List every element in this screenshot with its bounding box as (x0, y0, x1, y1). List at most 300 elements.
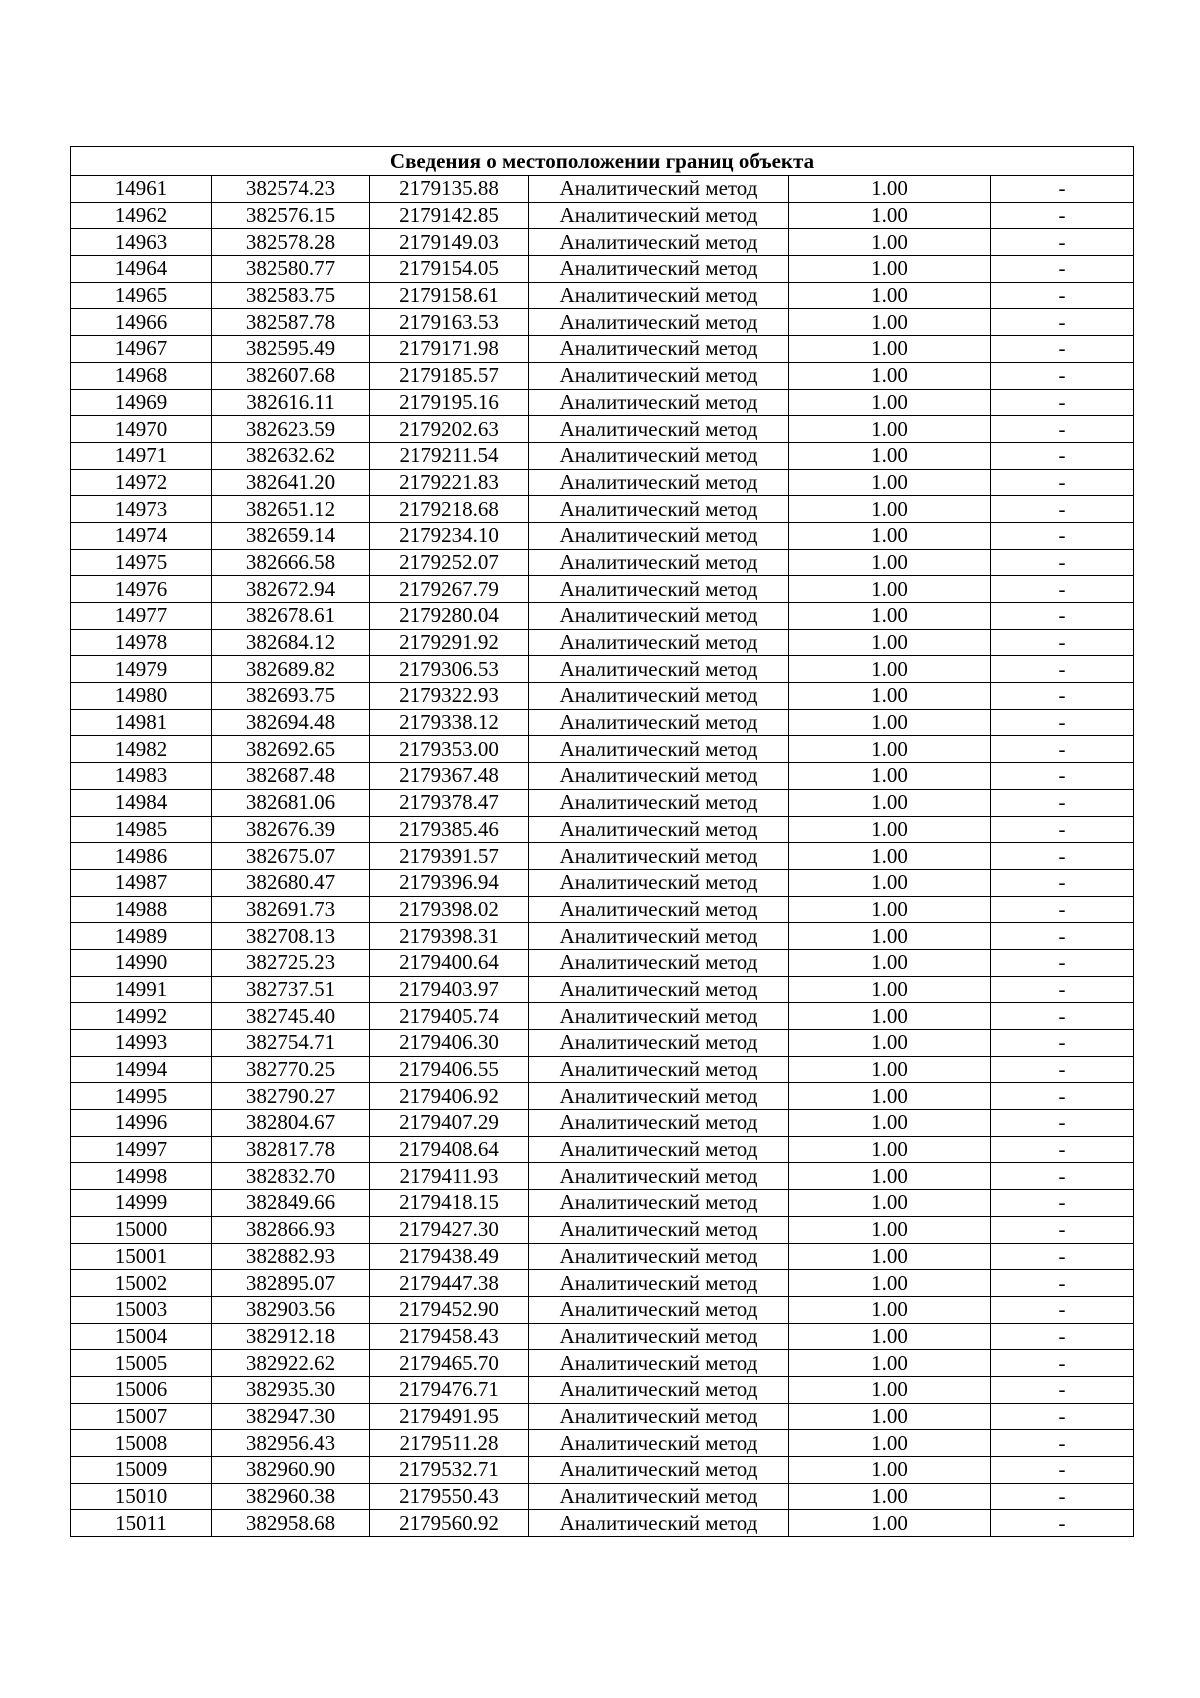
method-cell: Аналитический метод (529, 1056, 789, 1083)
x-coordinate-cell: 382903.56 (212, 1296, 370, 1323)
point-number-cell: 14973 (71, 496, 212, 523)
x-coordinate-cell: 382680.47 (212, 869, 370, 896)
x-coordinate-cell: 382672.94 (212, 576, 370, 603)
description-cell: - (991, 736, 1134, 763)
accuracy-cell: 1.00 (789, 656, 991, 683)
accuracy-cell: 1.00 (789, 176, 991, 203)
accuracy-cell: 1.00 (789, 416, 991, 443)
y-coordinate-cell: 2179185.57 (370, 362, 529, 389)
description-cell: - (991, 816, 1134, 843)
point-number-cell: 14985 (71, 816, 212, 843)
table-row (71, 1136, 1134, 1163)
x-coordinate-cell: 382676.39 (212, 816, 370, 843)
table-row (71, 1483, 1134, 1510)
table-row (71, 1163, 1134, 1190)
accuracy-cell: 1.00 (789, 1216, 991, 1243)
table-row (71, 816, 1134, 843)
y-coordinate-cell: 2179438.49 (370, 1243, 529, 1270)
method-cell: Аналитический метод (529, 869, 789, 896)
description-cell: - (991, 362, 1134, 389)
accuracy-cell: 1.00 (789, 896, 991, 923)
y-coordinate-cell: 2179322.93 (370, 683, 529, 710)
point-number-cell: 15009 (71, 1457, 212, 1484)
point-number-cell: 14997 (71, 1136, 212, 1163)
table-row (71, 1296, 1134, 1323)
table-row (71, 1243, 1134, 1270)
accuracy-cell: 1.00 (789, 869, 991, 896)
description-cell: - (991, 1110, 1134, 1137)
table-row (71, 202, 1134, 229)
x-coordinate-cell: 382817.78 (212, 1136, 370, 1163)
y-coordinate-cell: 2179452.90 (370, 1296, 529, 1323)
table-row (71, 1510, 1134, 1537)
y-coordinate-cell: 2179465.70 (370, 1350, 529, 1377)
table-row (71, 1457, 1134, 1484)
description-cell: - (991, 202, 1134, 229)
point-number-cell: 15005 (71, 1350, 212, 1377)
x-coordinate-cell: 382651.12 (212, 496, 370, 523)
y-coordinate-cell: 2179385.46 (370, 816, 529, 843)
point-number-cell: 14988 (71, 896, 212, 923)
description-cell: - (991, 1430, 1134, 1457)
accuracy-cell: 1.00 (789, 442, 991, 469)
accuracy-cell: 1.00 (789, 1056, 991, 1083)
method-cell: Аналитический метод (529, 763, 789, 790)
description-cell: - (991, 1376, 1134, 1403)
description-cell: - (991, 869, 1134, 896)
point-number-cell: 14982 (71, 736, 212, 763)
method-cell: Аналитический метод (529, 522, 789, 549)
accuracy-cell: 1.00 (789, 1350, 991, 1377)
description-cell: - (991, 1163, 1134, 1190)
point-number-cell: 14967 (71, 336, 212, 363)
table-row (71, 736, 1134, 763)
method-cell: Аналитический метод (529, 1510, 789, 1537)
x-coordinate-cell: 382678.61 (212, 603, 370, 630)
description-cell: - (991, 923, 1134, 950)
point-number-cell: 15011 (71, 1510, 212, 1537)
description-cell: - (991, 1457, 1134, 1484)
x-coordinate-cell: 382692.65 (212, 736, 370, 763)
point-number-cell: 14974 (71, 522, 212, 549)
table-row (71, 763, 1134, 790)
method-cell: Аналитический метод (529, 1403, 789, 1430)
point-number-cell: 15000 (71, 1216, 212, 1243)
description-cell: - (991, 1056, 1134, 1083)
method-cell: Аналитический метод (529, 1296, 789, 1323)
x-coordinate-cell: 382745.40 (212, 1003, 370, 1030)
x-coordinate-cell: 382960.90 (212, 1457, 370, 1484)
point-number-cell: 14966 (71, 309, 212, 336)
table-row (71, 176, 1134, 203)
accuracy-cell: 1.00 (789, 389, 991, 416)
accuracy-cell: 1.00 (789, 469, 991, 496)
table-row (71, 442, 1134, 469)
table-row (71, 1003, 1134, 1030)
table-row (71, 256, 1134, 283)
point-number-cell: 14979 (71, 656, 212, 683)
table-row (71, 389, 1134, 416)
table-row (71, 709, 1134, 736)
description-cell: - (991, 1350, 1134, 1377)
x-coordinate-cell: 382580.77 (212, 256, 370, 283)
description-cell: - (991, 1003, 1134, 1030)
x-coordinate-cell: 382754.71 (212, 1030, 370, 1057)
point-number-cell: 14993 (71, 1030, 212, 1057)
point-number-cell: 14990 (71, 949, 212, 976)
accuracy-cell: 1.00 (789, 1243, 991, 1270)
description-cell: - (991, 1510, 1134, 1537)
description-cell: - (991, 576, 1134, 603)
y-coordinate-cell: 2179391.57 (370, 843, 529, 870)
accuracy-cell: 1.00 (789, 709, 991, 736)
y-coordinate-cell: 2179353.00 (370, 736, 529, 763)
description-cell: - (991, 522, 1134, 549)
description-cell: - (991, 683, 1134, 710)
description-cell: - (991, 656, 1134, 683)
method-cell: Аналитический метод (529, 442, 789, 469)
x-coordinate-cell: 382623.59 (212, 416, 370, 443)
x-coordinate-cell: 382632.62 (212, 442, 370, 469)
point-number-cell: 14994 (71, 1056, 212, 1083)
table-row (71, 1216, 1134, 1243)
method-cell: Аналитический метод (529, 549, 789, 576)
x-coordinate-cell: 382666.58 (212, 549, 370, 576)
method-cell: Аналитический метод (529, 1243, 789, 1270)
accuracy-cell: 1.00 (789, 1003, 991, 1030)
accuracy-cell: 1.00 (789, 202, 991, 229)
accuracy-cell: 1.00 (789, 576, 991, 603)
method-cell: Аналитический метод (529, 1270, 789, 1297)
point-number-cell: 14969 (71, 389, 212, 416)
description-cell: - (991, 629, 1134, 656)
accuracy-cell: 1.00 (789, 282, 991, 309)
table-title-row (71, 147, 1134, 176)
y-coordinate-cell: 2179550.43 (370, 1483, 529, 1510)
table-row (71, 522, 1134, 549)
accuracy-cell: 1.00 (789, 1190, 991, 1217)
table-row (71, 1403, 1134, 1430)
point-number-cell: 14961 (71, 176, 212, 203)
y-coordinate-cell: 2179405.74 (370, 1003, 529, 1030)
x-coordinate-cell: 382675.07 (212, 843, 370, 870)
point-number-cell: 14983 (71, 763, 212, 790)
y-coordinate-cell: 2179149.03 (370, 229, 529, 256)
x-coordinate-cell: 382681.06 (212, 789, 370, 816)
y-coordinate-cell: 2179407.29 (370, 1110, 529, 1137)
y-coordinate-cell: 2179427.30 (370, 1216, 529, 1243)
point-number-cell: 14963 (71, 229, 212, 256)
accuracy-cell: 1.00 (789, 229, 991, 256)
x-coordinate-cell: 382595.49 (212, 336, 370, 363)
point-number-cell: 14992 (71, 1003, 212, 1030)
table-row (71, 656, 1134, 683)
x-coordinate-cell: 382689.82 (212, 656, 370, 683)
table-row (71, 789, 1134, 816)
table-title: Сведения о местоположении границ объекта (71, 147, 1134, 176)
description-cell: - (991, 843, 1134, 870)
y-coordinate-cell: 2179202.63 (370, 416, 529, 443)
point-number-cell: 14971 (71, 442, 212, 469)
method-cell: Аналитический метод (529, 1216, 789, 1243)
point-number-cell: 14984 (71, 789, 212, 816)
y-coordinate-cell: 2179280.04 (370, 603, 529, 630)
y-coordinate-cell: 2179171.98 (370, 336, 529, 363)
method-cell: Аналитический метод (529, 1190, 789, 1217)
table-row (71, 1323, 1134, 1350)
description-cell: - (991, 256, 1134, 283)
accuracy-cell: 1.00 (789, 1110, 991, 1137)
description-cell: - (991, 1403, 1134, 1430)
table-row (71, 549, 1134, 576)
boundary-table (70, 146, 1134, 1537)
method-cell: Аналитический метод (529, 469, 789, 496)
table-row (71, 629, 1134, 656)
table-row (71, 1350, 1134, 1377)
accuracy-cell: 1.00 (789, 1323, 991, 1350)
x-coordinate-cell: 382935.30 (212, 1376, 370, 1403)
description-cell: - (991, 282, 1134, 309)
method-cell: Аналитический метод (529, 1376, 789, 1403)
y-coordinate-cell: 2179158.61 (370, 282, 529, 309)
y-coordinate-cell: 2179378.47 (370, 789, 529, 816)
accuracy-cell: 1.00 (789, 1483, 991, 1510)
method-cell: Аналитический метод (529, 1136, 789, 1163)
x-coordinate-cell: 382882.93 (212, 1243, 370, 1270)
x-coordinate-cell: 382960.38 (212, 1483, 370, 1510)
description-cell: - (991, 1270, 1134, 1297)
table-row (71, 949, 1134, 976)
x-coordinate-cell: 382576.15 (212, 202, 370, 229)
point-number-cell: 14975 (71, 549, 212, 576)
point-number-cell: 15002 (71, 1270, 212, 1297)
table-row (71, 469, 1134, 496)
table-row (71, 496, 1134, 523)
point-number-cell: 15007 (71, 1403, 212, 1430)
accuracy-cell: 1.00 (789, 1403, 991, 1430)
method-cell: Аналитический метод (529, 603, 789, 630)
x-coordinate-cell: 382684.12 (212, 629, 370, 656)
description-cell: - (991, 1243, 1134, 1270)
accuracy-cell: 1.00 (789, 1030, 991, 1057)
x-coordinate-cell: 382694.48 (212, 709, 370, 736)
method-cell: Аналитический метод (529, 949, 789, 976)
description-cell: - (991, 949, 1134, 976)
point-number-cell: 14981 (71, 709, 212, 736)
x-coordinate-cell: 382641.20 (212, 469, 370, 496)
method-cell: Аналитический метод (529, 1030, 789, 1057)
x-coordinate-cell: 382578.28 (212, 229, 370, 256)
y-coordinate-cell: 2179291.92 (370, 629, 529, 656)
method-cell: Аналитический метод (529, 202, 789, 229)
accuracy-cell: 1.00 (789, 1163, 991, 1190)
accuracy-cell: 1.00 (789, 256, 991, 283)
point-number-cell: 15001 (71, 1243, 212, 1270)
accuracy-cell: 1.00 (789, 629, 991, 656)
description-cell: - (991, 469, 1134, 496)
point-number-cell: 14962 (71, 202, 212, 229)
method-cell: Аналитический метод (529, 1350, 789, 1377)
method-cell: Аналитический метод (529, 1083, 789, 1110)
accuracy-cell: 1.00 (789, 763, 991, 790)
x-coordinate-cell: 382770.25 (212, 1056, 370, 1083)
y-coordinate-cell: 2179403.97 (370, 976, 529, 1003)
y-coordinate-cell: 2179476.71 (370, 1376, 529, 1403)
description-cell: - (991, 442, 1134, 469)
y-coordinate-cell: 2179447.38 (370, 1270, 529, 1297)
description-cell: - (991, 176, 1134, 203)
point-number-cell: 14996 (71, 1110, 212, 1137)
y-coordinate-cell: 2179163.53 (370, 309, 529, 336)
table-row (71, 923, 1134, 950)
point-number-cell: 15008 (71, 1430, 212, 1457)
x-coordinate-cell: 382804.67 (212, 1110, 370, 1137)
method-cell: Аналитический метод (529, 256, 789, 283)
point-number-cell: 14995 (71, 1083, 212, 1110)
table-row (71, 683, 1134, 710)
accuracy-cell: 1.00 (789, 336, 991, 363)
x-coordinate-cell: 382832.70 (212, 1163, 370, 1190)
description-cell: - (991, 789, 1134, 816)
y-coordinate-cell: 2179221.83 (370, 469, 529, 496)
accuracy-cell: 1.00 (789, 549, 991, 576)
point-number-cell: 15003 (71, 1296, 212, 1323)
point-number-cell: 15006 (71, 1376, 212, 1403)
method-cell: Аналитический метод (529, 176, 789, 203)
table-row (71, 362, 1134, 389)
method-cell: Аналитический метод (529, 629, 789, 656)
point-number-cell: 14987 (71, 869, 212, 896)
description-cell: - (991, 1216, 1134, 1243)
method-cell: Аналитический метод (529, 789, 789, 816)
x-coordinate-cell: 382659.14 (212, 522, 370, 549)
point-number-cell: 14998 (71, 1163, 212, 1190)
table-row (71, 1083, 1134, 1110)
method-cell: Аналитический метод (529, 896, 789, 923)
table-row (71, 336, 1134, 363)
method-cell: Аналитический метод (529, 1323, 789, 1350)
method-cell: Аналитический метод (529, 416, 789, 443)
x-coordinate-cell: 382616.11 (212, 389, 370, 416)
description-cell: - (991, 763, 1134, 790)
table-row (71, 1270, 1134, 1297)
y-coordinate-cell: 2179560.92 (370, 1510, 529, 1537)
accuracy-cell: 1.00 (789, 1510, 991, 1537)
description-cell: - (991, 549, 1134, 576)
table-row (71, 309, 1134, 336)
table-row (71, 1430, 1134, 1457)
y-coordinate-cell: 2179398.02 (370, 896, 529, 923)
method-cell: Аналитический метод (529, 736, 789, 763)
y-coordinate-cell: 2179418.15 (370, 1190, 529, 1217)
point-number-cell: 14964 (71, 256, 212, 283)
accuracy-cell: 1.00 (789, 843, 991, 870)
table-row (71, 869, 1134, 896)
method-cell: Аналитический метод (529, 1003, 789, 1030)
description-cell: - (991, 1296, 1134, 1323)
x-coordinate-cell: 382583.75 (212, 282, 370, 309)
point-number-cell: 14965 (71, 282, 212, 309)
x-coordinate-cell: 382947.30 (212, 1403, 370, 1430)
y-coordinate-cell: 2179406.30 (370, 1030, 529, 1057)
accuracy-cell: 1.00 (789, 1430, 991, 1457)
accuracy-cell: 1.00 (789, 736, 991, 763)
x-coordinate-cell: 382737.51 (212, 976, 370, 1003)
description-cell: - (991, 309, 1134, 336)
point-number-cell: 14978 (71, 629, 212, 656)
table-body (71, 147, 1134, 1537)
method-cell: Аналитический метод (529, 656, 789, 683)
y-coordinate-cell: 2179306.53 (370, 656, 529, 683)
accuracy-cell: 1.00 (789, 976, 991, 1003)
point-number-cell: 15004 (71, 1323, 212, 1350)
x-coordinate-cell: 382574.23 (212, 176, 370, 203)
y-coordinate-cell: 2179338.12 (370, 709, 529, 736)
method-cell: Аналитический метод (529, 843, 789, 870)
y-coordinate-cell: 2179218.68 (370, 496, 529, 523)
description-cell: - (991, 896, 1134, 923)
description-cell: - (991, 416, 1134, 443)
description-cell: - (991, 496, 1134, 523)
accuracy-cell: 1.00 (789, 1136, 991, 1163)
description-cell: - (991, 1483, 1134, 1510)
accuracy-cell: 1.00 (789, 816, 991, 843)
y-coordinate-cell: 2179406.92 (370, 1083, 529, 1110)
table-row (71, 896, 1134, 923)
table-row (71, 603, 1134, 630)
point-number-cell: 14968 (71, 362, 212, 389)
x-coordinate-cell: 382708.13 (212, 923, 370, 950)
method-cell: Аналитический метод (529, 362, 789, 389)
y-coordinate-cell: 2179135.88 (370, 176, 529, 203)
y-coordinate-cell: 2179458.43 (370, 1323, 529, 1350)
point-number-cell: 14999 (71, 1190, 212, 1217)
table-row (71, 1030, 1134, 1057)
x-coordinate-cell: 382587.78 (212, 309, 370, 336)
point-number-cell: 14970 (71, 416, 212, 443)
method-cell: Аналитический метод (529, 1457, 789, 1484)
accuracy-cell: 1.00 (789, 949, 991, 976)
method-cell: Аналитический метод (529, 709, 789, 736)
y-coordinate-cell: 2179396.94 (370, 869, 529, 896)
table-row (71, 229, 1134, 256)
y-coordinate-cell: 2179406.55 (370, 1056, 529, 1083)
x-coordinate-cell: 382691.73 (212, 896, 370, 923)
accuracy-cell: 1.00 (789, 1457, 991, 1484)
description-cell: - (991, 229, 1134, 256)
description-cell: - (991, 336, 1134, 363)
y-coordinate-cell: 2179195.16 (370, 389, 529, 416)
accuracy-cell: 1.00 (789, 1270, 991, 1297)
table-row (71, 843, 1134, 870)
table-row (71, 1190, 1134, 1217)
accuracy-cell: 1.00 (789, 789, 991, 816)
description-cell: - (991, 709, 1134, 736)
method-cell: Аналитический метод (529, 816, 789, 843)
table-row (71, 976, 1134, 1003)
accuracy-cell: 1.00 (789, 1083, 991, 1110)
description-cell: - (991, 1136, 1134, 1163)
x-coordinate-cell: 382912.18 (212, 1323, 370, 1350)
x-coordinate-cell: 382790.27 (212, 1083, 370, 1110)
y-coordinate-cell: 2179267.79 (370, 576, 529, 603)
x-coordinate-cell: 382607.68 (212, 362, 370, 389)
accuracy-cell: 1.00 (789, 683, 991, 710)
x-coordinate-cell: 382687.48 (212, 763, 370, 790)
x-coordinate-cell: 382725.23 (212, 949, 370, 976)
method-cell: Аналитический метод (529, 282, 789, 309)
description-cell: - (991, 603, 1134, 630)
